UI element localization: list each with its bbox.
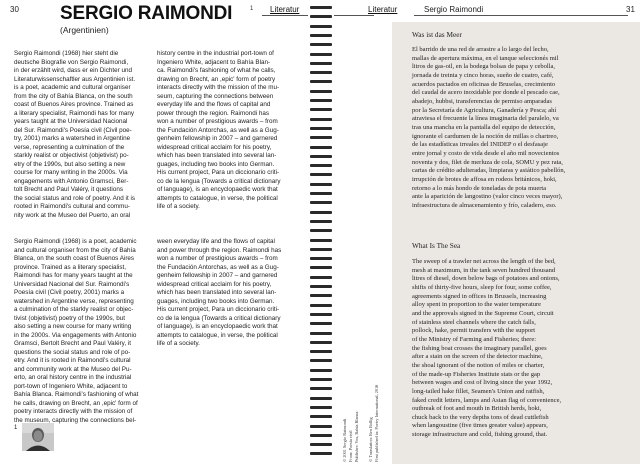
credits-line-5: First published in: Poetry International, 2016: [374, 384, 379, 462]
left-section-label: Literatur: [270, 5, 300, 14]
right-header-rule: [414, 15, 628, 16]
spiral-coil: [310, 239, 332, 242]
spiral-coil: [310, 397, 332, 400]
spiral-coil: [310, 43, 332, 46]
spiral-coil: [310, 294, 332, 297]
spiral-coil: [310, 146, 332, 149]
right-author-name: Sergio Raimondi: [424, 5, 484, 14]
spiral-coil: [310, 183, 332, 186]
spiral-coil: [310, 415, 332, 418]
spiral-coil: [310, 276, 332, 279]
spiral-coil: [310, 359, 332, 362]
spiral-coil: [310, 332, 332, 335]
spiral-coil: [310, 387, 332, 390]
german-bio-column-2: [157, 50, 305, 212]
title-footnote-mark: 1: [250, 6, 254, 12]
poem-english: The sweep of a trawler net across the length of the bed, mesh at maximum, in the tank seven hundred thousand litres of diesel, down below bags of potatoes and onions, shifts of thirty-five hours, sleep for four, some coffee, agreements signed in offices in Brussels, increasing alloy spent in proportion to the water temperature and the approvals signed in the Supreme Court, circuit of stainless steel channels where the catch falls, pollock, hake, permit transfers with the support of the Ministry of Farming and Fisheries; there: the fishing boat crosses the imaginary parallel, goes after a stain on the screen of the detector machine, the shoal ignorant of the notion of miles or charter, of the made-up Fisheries Institute stats or the gap between wages and cost of living since the year 1992, long-tailed hake fillet, Seamen's Union and ratfish, faked credit letters, lamps and Asian flag of convenience, outbreak of foot and mouth in British herds, hoki, chuck back to the very depths tons of dead cuttlefish when langoustine (five times greater value) appears, storage infrastructure and cold, fishing ground, that.: [412, 258, 562, 439]
spiral-coil: [310, 127, 332, 130]
spiral-coil: [310, 201, 332, 204]
english-bio-column-1: [14, 238, 154, 425]
german-bio-text-1: Sergio Raimondi (1968) hier steht die deutsche Biografie von Sergio Raimondi, in der erzählt wird, dass er ein Dichter und Literaturwissenschaftler aus Argentinien ist. is a poet, academic and cultural organiser from the city of Bahía Blanca, on the south coast of Buenos Aires province. Trained as a literary specialist, Raimondi has for many years taught at the Universidad Nacional del Sur. Raimondi's Poesía civil (Civil poe- try, 2001) marks a watershed in Argentine verse, representing a culmination of the starkly realist or objectivist (objetivist) po- etry of the 1990s, but also setting a new course for many writing in the 2000s. Via engagements with Antonio Gramsci, Ber- tolt Brecht and Paul Valéry, it questions the social status and role of poetry. And it is rooted in Raimondi's cultural and commu- nity work at the Museo del Puerto, an oral: [14, 50, 136, 219]
spiral-coil: [310, 304, 332, 307]
spiral-coil: [310, 192, 332, 195]
spiral-coil: [310, 90, 332, 93]
spiral-coil: [310, 341, 332, 344]
spiral-coil: [310, 452, 332, 455]
spiral-coil: [310, 155, 332, 158]
spiral-coil: [310, 34, 332, 37]
spiral-coil: [310, 266, 332, 269]
german-bio-text-2: history centre in the industrial port-town of Ingeniero White, adjacent to Bahía Blan- ca. Raimondi's fashioning of what he calls, drawing on Brecht, an ,epic' form of poetry interacts directly with the mission of the mu- seum, capturing the connections between everyday life and the flows of capital and power through the region. Raimondi has won a number of prestigious awards – from the Fundación Antorchas, as well as a Gug- genheim fellowship in 2007 – and garnered widespread critical acclaim for his poetry, which has been translated into several lan- guages, including two books into German. His current project, Para un diccionario criti- co de la lengua (Towards a critical dictionary of language), is an encyclopaedic work that attempts to catalogue, in verse, the political life of a society.: [157, 50, 281, 210]
spiral-coil: [310, 71, 332, 74]
spiral-coil: [310, 322, 332, 325]
spiral-coil: [310, 164, 332, 167]
spiral-coil: [310, 62, 332, 65]
credits-line-3: Publisher: Vox, Bahía Blanca: [354, 411, 359, 462]
author-country: (Argentinien): [60, 25, 109, 35]
spiral-coil: [310, 136, 332, 139]
spiral-coil: [310, 211, 332, 214]
spiral-coil: [310, 229, 332, 232]
credits-line-2: From: Poesía civil: [348, 430, 353, 462]
english-bio-column-2: [157, 238, 305, 349]
english-bio-text-2: ween everyday life and the flows of capital and power through the region. Raimondi has won a number of prestigious awards – from the Fundación Antorchas, as well as a Gug- genheim fellowship in 2007 – and garnered widespread critical acclaim for his poetry, which has been translated into several lan- guages, including two books into German. His current project, Para un diccionario criti- co de la lengua (Towards a critical dictionary of language), is an encyclopaedic work that attempts to catalogue, in verse, the political life of a society.: [157, 238, 282, 347]
credits-line-4: © Translation: Ben Bollig: [368, 417, 373, 462]
spiral-coil: [310, 173, 332, 176]
left-page-number: 30: [10, 5, 19, 14]
spiral-coil: [310, 6, 332, 9]
left-page: [0, 0, 308, 464]
spiral-coil: [310, 80, 332, 83]
credits-line-1: © 2001 Sergio Raimondi: [342, 418, 347, 462]
right-page-number: 31: [626, 5, 635, 14]
poem-spanish: El barrido de una red de arrastre a lo largo del lecho, mallas de apertura máxima, en el tanque seleccionés mil litros de gas-oil, en la bodega bolsas de papa y cebolla, jornada de treinta y cinco horas, sueño de cuatro, café, acuerdos pactados en oficinas de Bruselas, crecimiento del caudal de acero inoxidable por donde el pescado cae, abadejo, hubbsi, transferencias de permiso amparadas por la Secretaría de Agricultura, Ganadería y Pesca; ahí atraviesa el frecuente la línea imaginaria del paralelo, va tras una mancha en la pantalla del equipo de detección, ignorante el cardumen de la noción de millas o chartreo, de las estadísticas irreales del INIDEP o el desfasaje entre jornal y costo de vida desde el año mil novecientos noventa y dos, filet de merluza de cola, SOMU y pez rata, cartas de crédito adulteradas, limpiaras y asiático pabellón, irrupción de brotes de affosa en rodeos británicos, hoki, retorno a lo más hondo de toneladas de pota muerta ante la aparición de langostino (valor cinco veces mayor), infraestructura de almacenamiento y frío, caladero, eso.: [412, 46, 566, 209]
spiral-coil: [310, 25, 332, 28]
spiral-coil: [310, 15, 332, 18]
spiral-coil: [310, 350, 332, 353]
right-header-rule-left: [334, 15, 374, 16]
author-number: 1: [14, 425, 18, 431]
poem-title-spanish: Was ist das Meer: [412, 30, 462, 39]
spiral-coil: [310, 378, 332, 381]
right-section-label: Literatur: [368, 5, 398, 14]
spiral-coil: [310, 285, 332, 288]
left-header-rule: [262, 15, 308, 16]
spiral-coil: [310, 443, 332, 446]
spiral-coil: [310, 406, 332, 409]
spiral-coil: [310, 434, 332, 437]
spiral-coil: [310, 425, 332, 428]
spiral-coil: [310, 53, 332, 56]
portrait-image: [22, 423, 54, 451]
page-title: SERGIO RAIMONDI: [60, 3, 233, 24]
spiral-coil: [310, 248, 332, 251]
spiral-binding: [306, 4, 336, 462]
author-photo: [22, 423, 54, 451]
english-bio-text-1: Sergio Raimondi (1968) is a poet, academic and cultural organiser from the city of Bahía Blanca, on the south coast of Buenos Aires province. Trained as a literary specialist, Raimondi has for many years taught at the Universidad Nacional del Sur. Raimondi's Poesía civil (Civil poetry, 2001) marks a watershed in Argentine verse, representing a culmination of the starkly realist or objec- tivist (objetivist) poetry of the 1990s, but also setting a new course for many writing in the 2000s. Via engagements with Antonio Gramsci, Bertolt Brecht and Paul Valéry, it questions the social status and role of po- etry. And it is rooted in Raimondi's cultural and community work at the Museo del Pu- erto, an oral history centre in the industrial port-town of Ingeniero White, adjacent to Bahía Blanca. Raimondi's fashioning of what he calls, drawing on Brecht, an ,epic' form of poetry interacts directly with the mission of the museum, capturing the connections bel-: [14, 238, 139, 424]
german-bio-column-1: [14, 50, 154, 220]
spiral-coil: [310, 257, 332, 260]
spiral-coil: [310, 220, 332, 223]
spiral-coil: [310, 99, 332, 102]
spiral-coil: [310, 108, 332, 111]
spiral-coil: [310, 313, 332, 316]
poem-title-english: What Is The Sea: [412, 241, 461, 250]
spiral-coil: [310, 118, 332, 121]
spiral-coil: [310, 369, 332, 372]
